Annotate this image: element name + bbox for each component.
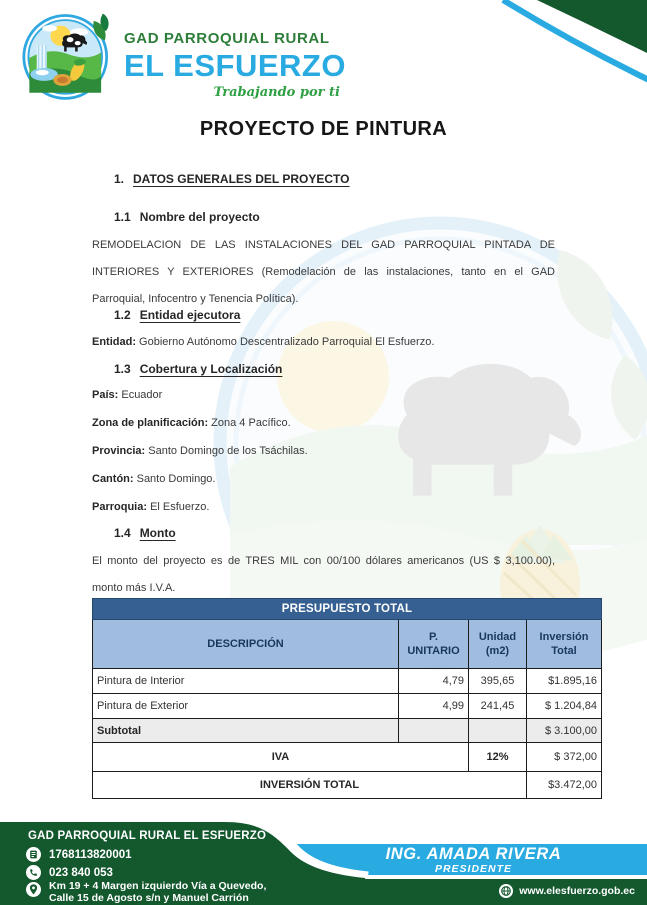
subtotal-row <box>93 719 602 743</box>
section-1-4-number: 1.4 <box>114 526 131 540</box>
cell-descripcion: Pintura de Interior <box>93 669 399 694</box>
field-entidad-value: Gobierno Autónomo Descentralizado Parroquial El Esfuerzo. <box>136 336 435 348</box>
gad-logo-icon <box>22 10 114 102</box>
cell-unidad-m2: 241,45 <box>469 694 527 719</box>
iva-row <box>93 743 602 772</box>
footer-address-line1: Km 19 + 4 Margen izquierdo Vía a Quevedo, <box>49 880 267 892</box>
ruc-icon <box>26 847 41 862</box>
section-1-1-heading <box>114 210 260 224</box>
col-header-inversion-total: Inversión Total <box>527 620 602 669</box>
footer-phone: 023 840 053 <box>49 866 113 879</box>
section-1-3-title: Cobertura y Localización <box>139 362 283 376</box>
field-canton-value: Santo Domingo. <box>133 473 216 485</box>
header-wordmark <box>124 10 346 102</box>
table-header-row <box>93 620 602 669</box>
field-zona <box>92 417 291 429</box>
footer-address <box>49 880 266 904</box>
col-header-p-unitario: P. UNITARIO <box>399 620 469 669</box>
col-header-descripcion: DESCRIPCIÓN <box>93 620 399 669</box>
project-name-paragraph: REMODELACION DE LAS INSTALACIONES DEL GAD PARROQUIAL PINTADA DE INTERIORES Y EXTERIORES (Remodelación de las instalaciones, tanto en el GAD Parroquial, Infocentro y Tenencia Política). <box>92 239 555 305</box>
header-logo-block <box>22 10 346 102</box>
table-title-row <box>93 599 602 620</box>
col-header-unidad-m2: Unidad (m2) <box>469 620 527 669</box>
cell-inversion-total: $ 1.204,84 <box>527 694 602 719</box>
field-pais-value: Ecuador <box>118 389 163 401</box>
section-1-1-number: 1.1 <box>114 210 131 224</box>
phone-icon <box>26 865 41 880</box>
field-zona-value: Zona 4 Pacífico. <box>208 417 291 429</box>
table-row <box>93 669 602 694</box>
field-zona-label: Zona de planificación: <box>92 417 209 429</box>
org-name-line1: GAD PARROQUIAL RURAL <box>124 30 330 47</box>
footer-website-row <box>499 884 635 898</box>
section-1-4-title: Monto <box>139 526 176 540</box>
president-title: PRESIDENTE <box>434 863 513 875</box>
footer-website: www.elesfuerzo.gob.ec <box>519 885 635 897</box>
footer-address-row <box>26 880 266 904</box>
section-1-1-title: Nombre del proyecto <box>139 210 260 224</box>
section-1-number: 1. <box>114 172 125 186</box>
inversion-total-label: INVERSIÓN TOTAL <box>93 772 527 799</box>
cell-descripcion: Pintura de Exterior <box>93 694 399 719</box>
amount-paragraph: El monto del proyecto es de TRES MIL con 00/100 dólares americanos (US $ 3,100.00), monto más I.V.A. <box>92 555 555 594</box>
org-name-line2: EL ESFUERZO <box>124 48 346 83</box>
page-title: PROYECTO DE PINTURA <box>199 118 448 140</box>
iva-label: IVA <box>93 743 469 772</box>
page-footer <box>0 820 647 905</box>
field-parroquia <box>92 501 209 513</box>
field-provincia <box>92 445 308 457</box>
president-name: ING. AMADA RIVERA <box>385 845 562 863</box>
inversion-total-row <box>93 772 602 799</box>
inversion-total-value: $3.472,00 <box>527 772 602 799</box>
footer-president-block <box>300 845 647 875</box>
iva-rate: 12% <box>469 743 527 772</box>
corner-swoosh <box>497 0 647 90</box>
footer-ruc-row <box>26 847 132 862</box>
footer-org-name: GAD PARROQUIAL RURAL EL ESFUERZO <box>28 830 267 842</box>
globe-icon <box>499 884 513 898</box>
budget-table <box>92 598 602 799</box>
subtotal-label: Subtotal <box>93 719 399 743</box>
section-1-heading <box>114 172 350 186</box>
table-row <box>93 694 602 719</box>
budget-table-wrap <box>92 598 601 799</box>
table-title: PRESUPUESTO TOTAL <box>93 599 602 620</box>
section-1-title: DATOS GENERALES DEL PROYECTO <box>133 172 350 186</box>
cell-unidad-m2: 395,65 <box>469 669 527 694</box>
subtotal-value: $ 3.100,00 <box>527 719 602 743</box>
document-body <box>92 110 601 810</box>
footer-address-line2: Calle 15 de Agosto s/n y Manuel Carrión <box>49 892 249 904</box>
field-provincia-label: Provincia: <box>92 445 146 457</box>
field-parroquia-value: El Esfuerzo. <box>147 501 210 513</box>
section-1-2-title: Entidad ejecutora <box>139 308 241 322</box>
section-1-2-number: 1.2 <box>114 308 131 322</box>
field-canton <box>92 473 215 485</box>
footer-phone-row <box>26 865 113 880</box>
field-canton-label: Cantón: <box>92 473 134 485</box>
subtotal-empty-cell <box>469 719 527 743</box>
field-provincia-value: Santo Domingo de los Tsáchilas. <box>145 445 308 457</box>
field-entidad-label: Entidad: <box>92 336 136 348</box>
footer-ruc: 1768113820001 <box>49 848 132 861</box>
iva-value: $ 372,00 <box>527 743 602 772</box>
cell-p-unitario: 4,79 <box>399 669 469 694</box>
section-1-2-heading <box>114 308 240 322</box>
field-pais-label: País: <box>92 389 119 401</box>
location-icon <box>26 882 41 897</box>
cell-p-unitario: 4,99 <box>399 694 469 719</box>
section-1-3-heading <box>114 362 282 376</box>
field-entidad <box>92 336 434 348</box>
section-1-4-heading <box>114 526 176 540</box>
org-tagline: Trabajando por ti <box>213 85 340 100</box>
field-pais <box>92 389 162 401</box>
field-parroquia-label: Parroquia: <box>92 501 148 513</box>
cell-inversion-total: $1.895,16 <box>527 669 602 694</box>
section-1-3-number: 1.3 <box>114 362 131 376</box>
subtotal-empty-cell <box>399 719 469 743</box>
